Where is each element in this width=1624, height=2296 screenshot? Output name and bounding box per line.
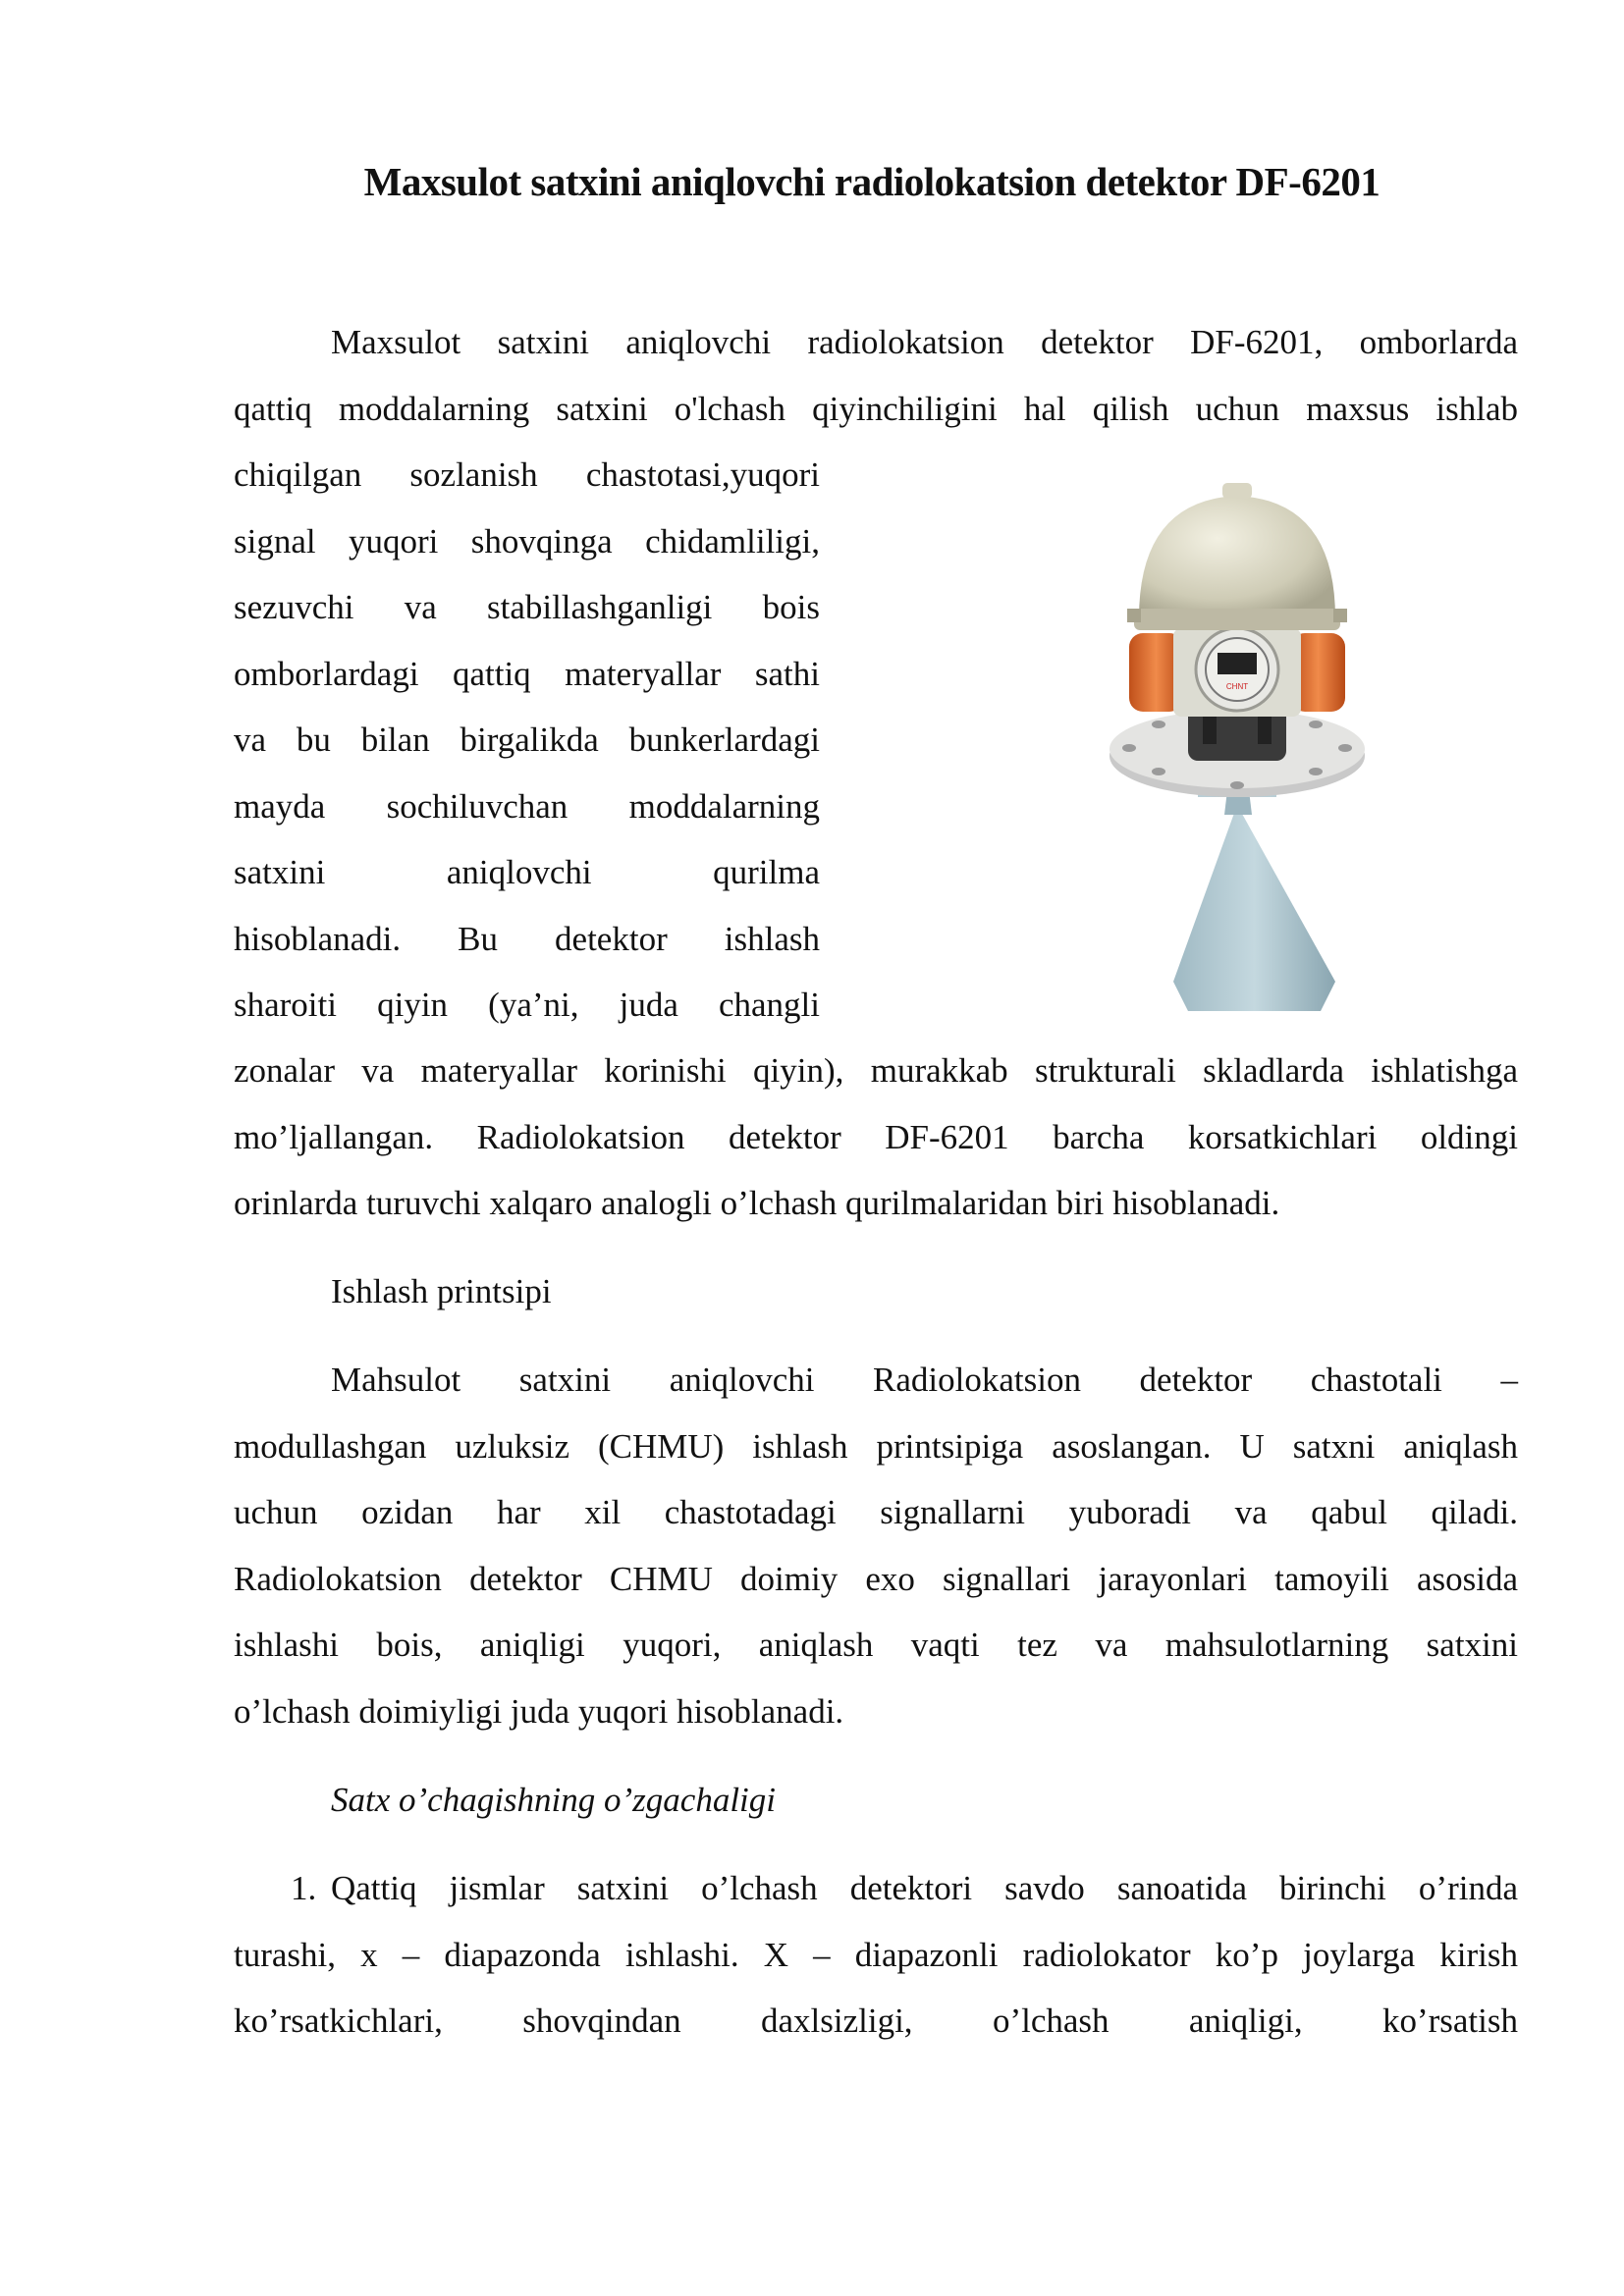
text-line: Radiolokatsion detektor CHMU doimiy exo signallari jarayonlari tamoyili asosida: [234, 1559, 1518, 1598]
intro-tail-text: [234, 1038, 1518, 1237]
text-line: modullashgan uzluksiz (CHMU) ishlash printsipiga asoslangan. U satxni aniqlash: [234, 1426, 1518, 1466]
text-line: Qattiq jismlar satxini o’lchash detektori savdo sanoatida birinchi o’rinda: [331, 1869, 1518, 1907]
text-line: o’lchash doimiyligi juda yuqori hisoblanadi.: [234, 1691, 844, 1731]
intro-wrap-text: [234, 442, 820, 1039]
text-line: mo’ljallangan. Radiolokatsion detektor DF-6201 barcha korsatkichlari oldingi: [234, 1117, 1518, 1156]
text-line: sezuvchi va stabillashganligi bois: [234, 588, 820, 626]
section-heading-satx: Satx o’chagishning o’zgachaligi: [331, 1781, 777, 1819]
text-line: ishlashi bois, aniqligi yuqori, aniqlash vaqti tez va mahsulotlarning satxini: [234, 1626, 1518, 1664]
text-line: turashi, x – diapazonda ishlashi. X – diapazonli radiolokator ko’p joylarga kirish: [234, 1935, 1518, 1974]
brand-label: CHNT: [1225, 682, 1249, 691]
section1-paragraph: [234, 1347, 1518, 1744]
text-line: va bu bilan birgalikda bunkerlardagi: [234, 721, 820, 759]
horn-antenna: [1173, 805, 1335, 1011]
text-line: hisoblanadi. Bu detektor ishlash: [234, 919, 820, 958]
radar-detector-image: [1080, 461, 1394, 1021]
text-line: ko’rsatkichlari, shovqindan daxlsizligi, o’lchash aniqligi, ko’rsatish: [234, 2002, 1518, 2040]
text-line: Maxsulot satxini aniqlovchi radiolokatsion detektor DF-6201, omborlarda: [331, 323, 1518, 361]
dome-housing: [1139, 496, 1335, 618]
section2-paragraph: [234, 1855, 1518, 2055]
text-line: uchun ozidan har xil chastotadagi signallarni yuboradi va qabul qiladi.: [234, 1493, 1518, 1531]
text-line: omborlardagi qattiq materyallar sathi: [234, 654, 820, 693]
page-title: Maxsulot satxini aniqlovchi radiolokatsion detektor DF-6201: [363, 159, 1380, 204]
text-line: sharoiti qiyin (ya’ni, juda changli: [234, 986, 820, 1024]
text-line: signal yuqori shovqinga chidamliligi,: [234, 521, 820, 561]
list-number: 1.: [291, 1869, 317, 1907]
text-line: mayda sochiluvchan moddalarning: [234, 786, 820, 826]
text-line: Mahsulot satxini aniqlovchi Radiolokatsion detektor chastotali –: [331, 1361, 1518, 1399]
section-heading-ishlash: Ishlash printsipi: [331, 1272, 552, 1310]
text-line: zonalar va materyallar korinishi qiyin), murakkab strukturali skladlarda ishlatishga: [234, 1051, 1518, 1090]
text-line: satxini aniqlovchi qurilma: [234, 853, 820, 891]
text-line: orinlarda turuvchi xalqaro analogli o’lchash qurilmalaridan biri hisoblanadi.: [234, 1184, 1280, 1222]
intro-paragraph: [234, 309, 1518, 442]
text-line: qattiq moddalarning satxini o'lchash qiyinchiligini hal qilish uchun maxsus ishlab: [234, 389, 1518, 428]
text-line: chiqilgan sozlanish chastotasi,yuqori: [234, 455, 820, 494]
